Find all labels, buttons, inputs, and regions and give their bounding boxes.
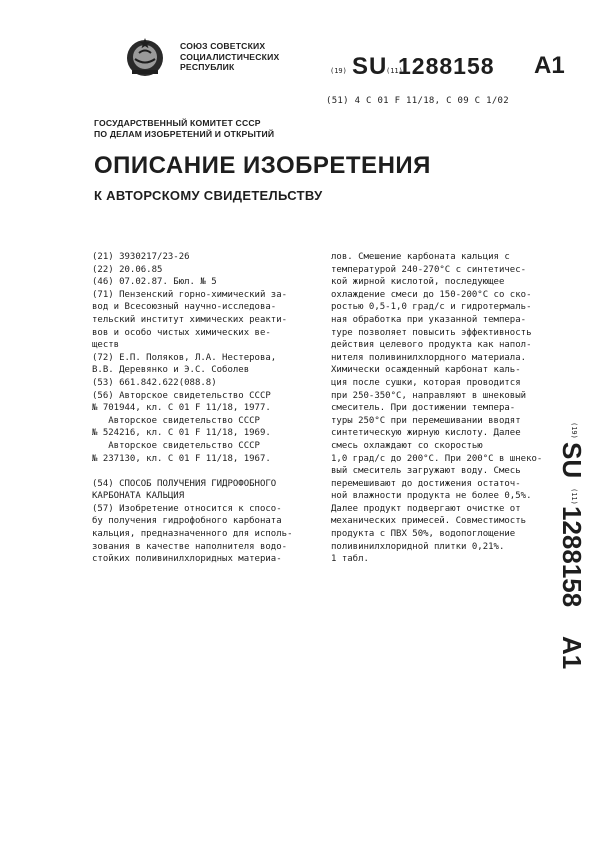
- biblio-line: № 701944, кл. С 01 F 11/18, 1977.: [92, 403, 271, 414]
- side-country: SU: [557, 442, 587, 479]
- abstract-line: синтетическую жирную кислоту. Далее: [331, 428, 521, 439]
- abstract-line: кой жирной кислотой, последующее: [331, 277, 505, 288]
- abstract-line: туры 250°С при перемешивании вводят: [331, 415, 521, 426]
- biblio-line: бу получения гидрофобного карбоната: [92, 516, 282, 527]
- vertical-document-id: [557, 418, 597, 678]
- abstract-line: Химически осажденный карбонат каль-: [331, 365, 521, 376]
- document-kind: A1: [534, 52, 565, 79]
- biblio-line: (56) Авторское свидетельство СССР: [92, 390, 271, 401]
- biblio-line: (72) Е.П. Поляков, Л.А. Нестерова,: [92, 352, 277, 363]
- bibliographic-column: [92, 251, 292, 566]
- ipc-classification: (51) 4 С 01 F 11/18, С 09 С 1/02: [326, 96, 509, 106]
- biblio-line: вод и Всесоюзный научно-исследова-: [92, 302, 277, 313]
- document-subtitle: К АВТОРСКОМУ СВИДЕТЕЛЬСТВУ: [94, 188, 323, 203]
- abstract-line: Далее продукт подвергают очистке от: [331, 503, 521, 514]
- abstract-line: смеситель. При достижении темпера-: [331, 403, 516, 414]
- abstract-line: действия целевого продукта как напол-: [331, 340, 532, 351]
- document-title: ОПИСАНИЕ ИЗОБРЕТЕНИЯ: [94, 152, 431, 179]
- abstract-line: вый смеситель загружают воду. Смесь: [331, 466, 521, 477]
- biblio-line: Авторское свидетельство СССР: [92, 440, 260, 451]
- biblio-line: В.В. Деревянко и Э.С. Соболев: [92, 365, 250, 376]
- code-19-label: (19): [330, 67, 347, 75]
- abstract-line: 1,0 град/с до 200°С. При 200°С в шнеко-: [331, 453, 543, 464]
- side-number: 1288158: [557, 506, 587, 608]
- biblio-line: № 524216, кл. С 01 F 11/18, 1969.: [92, 428, 271, 439]
- issuing-state: СОЮЗ СОВЕТСКИХ СОЦИАЛИСТИЧЕСКИХ РЕСПУБЛИК: [180, 41, 280, 72]
- biblio-line: (53) 661.842.622(088.8): [92, 377, 217, 388]
- patent-number: 1288158: [398, 53, 495, 79]
- biblio-line: (57) Изобретение относится к спосо-: [92, 503, 282, 514]
- biblio-line: [92, 465, 292, 478]
- state-emblem-icon: [124, 36, 166, 78]
- abstract-continuation: [331, 251, 542, 566]
- biblio-line: Авторское свидетельство СССР: [92, 415, 260, 426]
- abstract-line: температурой 240-270°С с синтетичес-: [331, 264, 527, 275]
- abstract-line: ция после сушки, которая проводится: [331, 377, 521, 388]
- biblio-line: (21) 3930217/23-26: [92, 252, 190, 262]
- abstract-line: механических примесей. Совместимость: [331, 516, 527, 527]
- abstract-line: 1 табл.: [331, 554, 369, 565]
- code-11-label: (11): [386, 67, 403, 75]
- abstract-line: смесь охлаждают со скоростью: [331, 440, 483, 451]
- country-code: SU: [352, 53, 388, 80]
- abstract-line: лов. Смешение карбоната кальция с: [331, 252, 510, 262]
- biblio-line: зования в качестве наполнителя водо-: [92, 541, 288, 552]
- biblio-line: стойких поливинилхлоридных материа-: [92, 554, 282, 565]
- biblio-line: (46) 07.02.87. Бюл. № 5: [92, 277, 217, 288]
- abstract-line: поливинилхлоридной плитки 0,21%.: [331, 541, 505, 552]
- abstract-line: при 250-350°С, направляют в шнековый: [331, 390, 527, 401]
- side-kind: A1: [557, 636, 587, 670]
- biblio-line: (54) СПОСОБ ПОЛУЧЕНИЯ ГИДРОФОБНОГО: [92, 478, 277, 489]
- biblio-line: кальция, предназначенного для исполь-: [92, 529, 293, 540]
- biblio-line: ществ: [92, 340, 120, 351]
- abstract-line: ной влажности продукта не более 0,5%.: [331, 491, 532, 502]
- biblio-line: тельский институт химических реакти-: [92, 314, 288, 325]
- biblio-line: № 237130, кл. С 01 F 11/18, 1967.: [92, 453, 271, 464]
- abstract-line: перемешивают до достижения остаточ-: [331, 478, 521, 489]
- abstract-line: нителя поливинилхлордного материала.: [331, 352, 527, 363]
- abstract-line: продукта с ПВХ 50%, водопоглощение: [331, 529, 516, 540]
- abstract-line: ростью 0,5-1,0 град/с и гидротермаль-: [331, 302, 532, 313]
- abstract-line: охлаждение смеси до 150-200°С со ско-: [331, 289, 532, 300]
- side-code-11: (11): [570, 488, 578, 505]
- biblio-line: (22) 20.06.85: [92, 264, 163, 275]
- biblio-line: вов и особо чистых химических ве-: [92, 327, 271, 338]
- abstract-line: ная обработка при указанной темпера-: [331, 314, 527, 325]
- abstract-line: туре позволяет повысить эффективность: [331, 327, 532, 338]
- committee: ГОСУДАРСТВЕННЫЙ КОМИТЕТ СССР ПО ДЕЛАМ ИЗОБРЕТЕНИЙ И ОТКРЫТИЙ: [94, 118, 275, 139]
- biblio-line: (71) Пензенский горно-химический за-: [92, 289, 288, 300]
- side-code-19: (19): [570, 422, 578, 439]
- biblio-line: КАРБОНАТА КАЛЬЦИЯ: [92, 491, 185, 502]
